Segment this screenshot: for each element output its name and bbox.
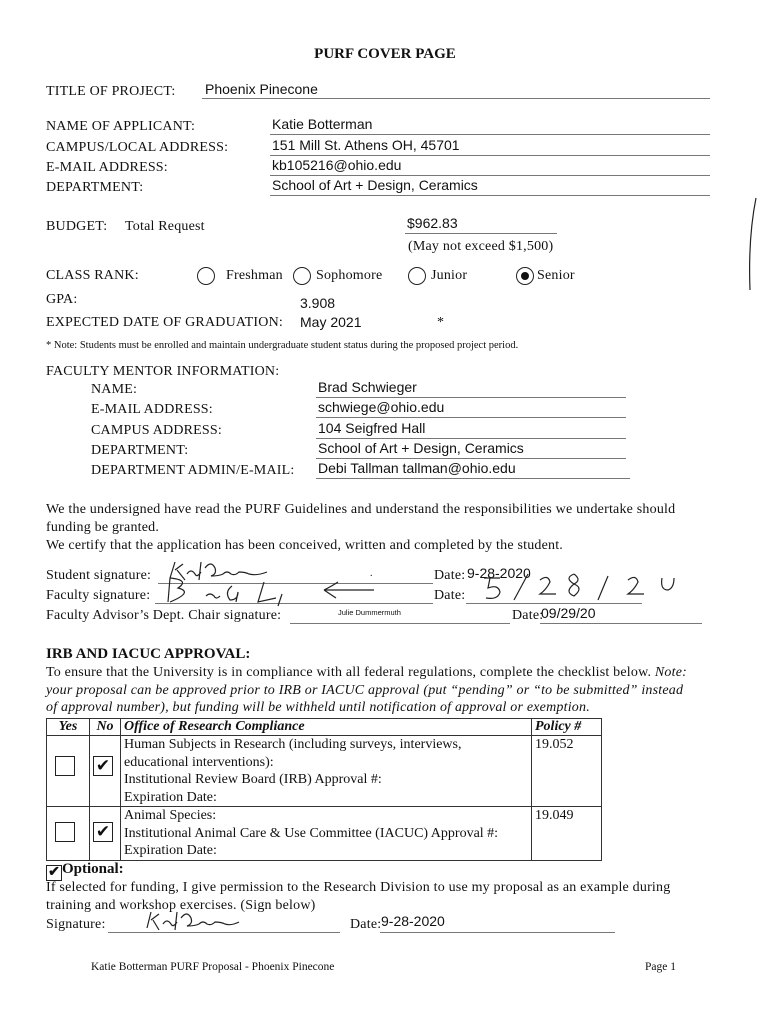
footer-left: Katie Botterman PURF Proposal - Phoenix Pinecone — [91, 961, 335, 973]
table-row — [47, 807, 602, 861]
irb-intro: To ensure that the University is in compliance with all federal regulations, complete the checklist below. — [46, 665, 652, 680]
budget-total-field[interactable]: $962.83 — [407, 215, 458, 231]
applicant-name-label: NAME OF APPLICANT: — [46, 119, 196, 134]
applicant-email-label: E-MAIL ADDRESS: — [46, 160, 168, 175]
class-rank-label: CLASS RANK: — [46, 268, 139, 283]
page-title: PURF COVER PAGE — [314, 46, 456, 62]
irb-human-line-2: educational interventions): — [124, 754, 274, 770]
applicant-department-field[interactable]: School of Art + Design, Ceramics — [272, 177, 478, 193]
irb-human-policy: 19.052 — [532, 736, 602, 807]
applicant-name-field[interactable]: Katie Botterman — [272, 116, 373, 132]
certification-line-2: funding be granted. — [46, 520, 160, 535]
mentor-admin-field[interactable]: Debi Tallman tallman@ohio.edu — [318, 460, 516, 476]
irb-animal-line-2: Institutional Animal Care & Use Committee (IACUC) Approval #: — [124, 825, 499, 841]
checkmark-icon: ✔ — [48, 865, 60, 880]
radio-sophomore[interactable] — [293, 267, 311, 285]
faculty-signature-label: Faculty signature: — [46, 588, 151, 603]
mentor-address-label: CAMPUS ADDRESS: — [91, 423, 222, 438]
certification-line-1: We the undersigned have read the PURF Guidelines and understand the responsibilities we undertake should — [46, 502, 676, 517]
budget-limit-note: (May not exceed $1,500) — [408, 239, 554, 254]
table-row — [47, 736, 602, 807]
irb-animal-policy: 19.049 — [532, 807, 602, 861]
mentor-admin-label: DEPARTMENT ADMIN/E-MAIL: — [91, 463, 295, 478]
irb-animal-line-3: Expiration Date: — [124, 843, 217, 858]
optional-date-label: Date: — [350, 917, 382, 932]
student-date-label: Date: — [434, 568, 466, 583]
checkmark-icon: ✔ — [95, 822, 111, 841]
applicant-address-label: CAMPUS/LOCAL ADDRESS: — [46, 140, 229, 155]
radio-junior-label: Junior — [431, 268, 468, 283]
mentor-email-label: E-MAIL ADDRESS: — [91, 402, 213, 417]
budget-sublabel: Total Request — [125, 219, 205, 234]
col-no-header: No — [90, 719, 121, 736]
irb-animal-no-checkbox[interactable] — [93, 822, 113, 842]
irb-human-no-checkbox[interactable] — [93, 756, 113, 776]
chair-date-field[interactable]: 09/29/20 — [541, 605, 596, 621]
student-signature-label: Student signature: — [46, 568, 152, 583]
irb-note-line-2: your proposal can be approved prior to IRB or IACUC approval (put “pending” or “to be submitted” instead — [46, 683, 684, 698]
irb-checklist-table — [46, 718, 602, 861]
graduation-label: EXPECTED DATE OF GRADUATION: — [46, 315, 283, 330]
mentor-address-field[interactable]: 104 Seigfred Hall — [318, 420, 426, 436]
irb-human-line-4: Expiration Date: — [124, 789, 217, 805]
project-title-label: TITLE OF PROJECT: — [46, 84, 176, 99]
radio-freshman[interactable] — [197, 267, 215, 285]
applicant-email-field[interactable]: kb105216@ohio.edu — [272, 157, 402, 173]
mentor-name-field[interactable]: Brad Schwieger — [318, 379, 417, 395]
gpa-field[interactable]: 3.908 — [300, 295, 336, 311]
optional-signature-label: Signature: — [46, 917, 106, 932]
faculty-date-handwriting[interactable] — [478, 570, 728, 606]
optional-label: Optional: — [62, 861, 124, 877]
irb-human-line-1: Human Subjects in Research (including surveys, interviews, — [124, 737, 462, 752]
graduation-asterisk: * — [437, 315, 445, 330]
mentor-department-label: DEPARTMENT: — [91, 443, 189, 458]
mentor-department-field[interactable]: School of Art + Design, Ceramics — [318, 440, 524, 456]
chair-signature-label: Faculty Advisor’s Dept. Chair signature: — [46, 608, 282, 623]
irb-heading: IRB AND IACUC APPROVAL: — [46, 646, 251, 662]
gpa-label: GPA: — [46, 292, 78, 307]
optional-date-field[interactable]: 9-28-2020 — [381, 913, 445, 929]
irb-human-yes-checkbox[interactable] — [55, 756, 75, 776]
checkmark-icon: ✔ — [95, 756, 111, 775]
optional-text-2: training and workshop exercises. (Sign below) — [46, 898, 316, 913]
radio-junior[interactable] — [408, 267, 426, 285]
chair-date-label: Date: — [512, 608, 544, 623]
enrollment-note: * Note: Students must be enrolled and maintain undergraduate student status during the proposed project period. — [46, 340, 519, 351]
irb-animal-yes-checkbox[interactable] — [55, 822, 75, 842]
certification-line-3: We certify that the application has been conceived, written and completed by the student. — [46, 538, 563, 553]
radio-freshman-label: Freshman — [226, 268, 283, 283]
budget-label: BUDGET: — [46, 219, 108, 234]
chair-printed-name: Julie Dummermuth — [338, 608, 401, 617]
student-date-field[interactable]: 9-28-2020 — [467, 565, 531, 581]
project-title-field[interactable]: Phoenix Pinecone — [205, 81, 318, 97]
optional-signature[interactable] — [143, 908, 253, 934]
applicant-department-label: DEPARTMENT: — [46, 180, 144, 195]
graduation-field[interactable]: May 2021 — [300, 314, 362, 330]
irb-human-line-3: Institutional Review Board (IRB) Approval #: — [124, 772, 382, 787]
applicant-address-field[interactable]: 151 Mill St. Athens OH, 45701 — [272, 137, 460, 153]
irb-animal-line-1: Animal Species: — [124, 808, 217, 823]
col-office-header: Office of Research Compliance — [121, 719, 532, 736]
optional-text-1: If selected for funding, I give permission to the Research Division to use my proposal as an example during — [46, 880, 671, 895]
mentor-name-label: NAME: — [91, 382, 138, 397]
irb-note-line-3: of approval number), but funding will be withheld until notification of approval or exemption. — [46, 700, 590, 715]
col-policy-header: Policy # — [532, 719, 602, 736]
mentor-heading: FACULTY MENTOR INFORMATION: — [46, 364, 280, 379]
margin-pen-mark — [742, 192, 762, 292]
col-yes-header: Yes — [47, 719, 90, 736]
faculty-date-label: Date: — [434, 588, 466, 603]
footer-page-number: Page 1 — [645, 961, 676, 973]
irb-note-label: Note: — [654, 665, 687, 680]
faculty-signature[interactable] — [160, 572, 420, 608]
radio-selected-dot — [521, 272, 529, 280]
optional-checkbox[interactable] — [46, 865, 62, 881]
radio-sophomore-label: Sophomore — [316, 268, 383, 283]
mentor-email-field[interactable]: schwiege@ohio.edu — [318, 399, 445, 415]
radio-senior[interactable] — [516, 267, 534, 285]
radio-senior-label: Senior — [537, 268, 575, 283]
